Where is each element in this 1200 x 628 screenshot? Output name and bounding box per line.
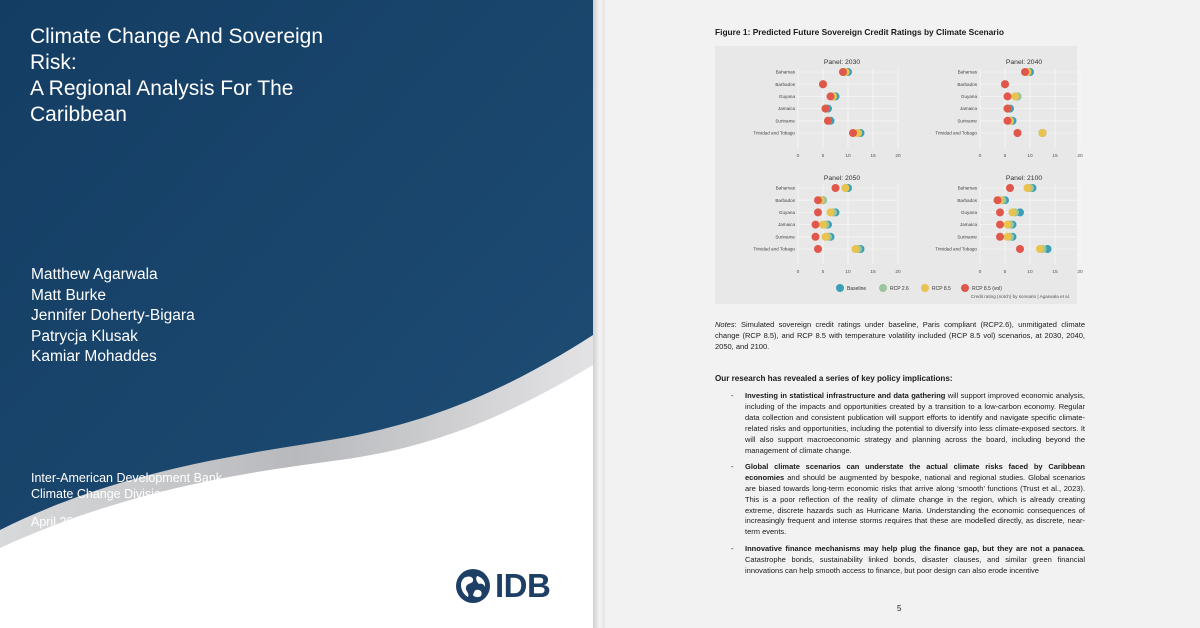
panel-title: Panel: 2100 [1005,175,1043,182]
bullet-bold-text: Innovative finance mechanisms may help plug the finance gap, but they are not a panacea. [745,543,1085,553]
x-tick-label: 0 [796,154,800,159]
panel-title: Panel: 2050 [823,175,861,182]
data-point [814,208,822,216]
legend-marker [921,284,929,292]
data-point [812,221,820,229]
legend-label: RCP 2.6 [890,285,909,292]
data-point [1004,221,1012,229]
y-tick-label: Suriname [957,118,977,124]
y-tick-label: Guyana [960,94,977,99]
y-tick-label: Barbados [775,197,795,203]
x-tick-label: 10 [845,270,851,275]
author-list [31,265,195,368]
y-tick-label: Jamaica [777,222,795,228]
x-tick-label: 20 [1077,154,1083,159]
data-point [1016,245,1024,253]
data-point [814,196,822,204]
y-tick-label: Bahamas [775,69,795,75]
implications-heading: Our research has revealed a series of key policy implications: [715,374,953,383]
y-tick-label: Barbados [957,197,977,203]
data-point [824,117,832,125]
legend-marker [961,284,969,292]
y-tick-label: Suriname [775,234,795,240]
x-tick-label: 5 [821,270,825,275]
cover-title-line: A Regional Analysis For The [30,77,294,100]
x-tick-label: 20 [895,154,901,159]
data-point [996,221,1004,229]
bullet-bold-text: Investing in statistical infrastructure and data gathering [745,391,946,400]
idb-logo [455,568,550,604]
publication-date: April 2024 [31,515,88,529]
x-tick-label: 15 [870,154,876,159]
bullet-text: Catastrophe bonds, sustainability linked bonds, disaster clauses, and similar green financial innovations can help smooth access to finance, but poor design can also erode incentive [745,554,1085,575]
figure-chart [715,46,1083,304]
legend-marker [879,284,887,292]
x-tick-label: 0 [796,270,800,275]
y-tick-label: Barbados [957,81,977,87]
data-point [852,245,860,253]
page-gutter [593,0,605,628]
data-point [842,184,850,192]
y-tick-label: Bahamas [957,185,977,191]
panel-title: Panel: 2040 [1005,59,1043,66]
bullet-text: will support improved economic analysis, including of the impacts and opportunities created by a transition to a low-carbon economy. Regular data collection and consistent publication will support efforts to identify and navigate specific climate-related risks and opportunities, including the potential to diversify into less climate-exposed sectors. It will also support macroeconomic strategy and planning across the board, including beyond the management of climate change. [745,391,1085,455]
x-tick-label: 5 [1003,270,1007,275]
list-item [731,462,1085,538]
data-point [827,92,835,100]
x-tick-label: 10 [1027,154,1033,159]
data-point [1004,92,1012,100]
list-item [731,391,1085,456]
policy-implications-list [731,391,1085,582]
y-tick-label: Guyana [960,210,977,215]
data-point [1021,68,1029,76]
data-point [996,233,1004,241]
y-tick-label: Suriname [957,234,977,240]
organization [31,470,222,502]
y-tick-label: Trinidad and Tobago [753,246,795,252]
data-point [1039,129,1047,137]
bullet-dash: - [731,391,734,400]
data-point [1004,233,1012,241]
bullet-dash: - [731,543,734,553]
legend-label: RCP 8.5 (vol) [972,285,1002,292]
author-name: Patrycja Klusak [31,327,138,345]
x-tick-label: 20 [895,270,901,275]
organization-line: Inter-American Development Bank [31,471,223,485]
x-tick-label: 15 [1052,270,1058,275]
data-point [819,80,827,88]
data-point [1024,184,1032,192]
chart-caption: Credit rating (notch) by scenario | Agarwala et al. [970,294,1070,299]
x-tick-label: 5 [1003,154,1007,159]
legend-marker [836,284,844,292]
legend-label: RCP 8.5 [932,285,951,292]
notes-text: : Simulated sovereign credit ratings under baseline, Paris compliant (RCP2.6), unmitigated climate change (RCP 8.5), and RCP 8.5 with temperature volatility included (RCP 8.5 vol) scenarios, at 2030, 2040, 2050, and 2100. [715,320,1085,351]
y-tick-label: Barbados [775,81,795,87]
data-point [814,245,822,253]
author-name: Matt Burke [31,286,106,304]
y-tick-label: Suriname [775,118,795,124]
data-point [1001,80,1009,88]
x-tick-label: 15 [870,270,876,275]
bullet-dash: - [731,461,734,471]
y-tick-label: Trinidad and Tobago [753,130,795,136]
data-point [994,196,1002,204]
cover-title-line: Climate Change And Sovereign [30,25,324,48]
document-page [605,0,1200,628]
report-cover [0,0,593,628]
legend-label: Baseline [847,285,867,292]
data-point [827,208,835,216]
x-tick-label: 15 [1052,154,1058,159]
figure-title: Figure 1: Predicted Future Sovereign Credit Ratings by Climate Scenario [715,27,1005,37]
figure-notes [715,320,1085,352]
bullet-text: and should be augmented by bespoke, national and regional studies. Global scenarios are biased towards long-term economic risks that arrive along ‘smooth’ functions (Trust et al., 2023). This is a poor reflection of the reality of climate change in the region, which is already creating extreme, discrete hazards such as Hurricane Maria. Understanding the economic consequences of increasingly frequent and intense storms requires that these are modelled directly, as discrete, near-term events. [745,472,1085,537]
x-tick-label: 20 [1077,270,1083,275]
x-tick-label: 10 [845,154,851,159]
cover-title-line: Caribbean [30,103,127,126]
bullet-bold-text: Global climate scenarios can understate the actual climate risks faced by Caribbean economies [745,461,1085,482]
y-tick-label: Trinidad and Tobago [935,130,977,136]
y-tick-label: Bahamas [775,185,795,191]
data-point [1014,129,1022,137]
data-point [1004,105,1012,113]
x-tick-label: 0 [978,270,982,275]
data-point [819,221,827,229]
globe-icon [455,568,491,604]
organization-line: Climate Change Division [31,487,168,501]
logo-wordmark: IDB [495,567,551,604]
data-point [812,233,820,241]
y-tick-label: Jamaica [959,222,977,228]
data-point [1011,92,1019,100]
data-point [1036,245,1044,253]
author-name: Matthew Agarwala [31,266,158,283]
list-item [731,544,1085,577]
panel-title: Panel: 2030 [823,59,861,66]
cover-title-line: Risk: [30,51,77,74]
author-name: Jennifer Doherty-Bigara [31,307,195,324]
cover-title [30,24,430,128]
data-point [996,208,1004,216]
author-name: Kamiar Mohaddes [31,348,157,365]
data-point [839,68,847,76]
data-point [822,233,830,241]
data-point [849,129,857,137]
credit-rating-chart [715,46,1083,304]
notes-lead: Notes [715,320,735,329]
y-tick-label: Jamaica [959,106,977,112]
y-tick-label: Trinidad and Tobago [935,246,977,252]
x-tick-label: 0 [978,154,982,159]
y-tick-label: Guyana [778,210,795,215]
x-tick-label: 5 [821,154,825,159]
data-point [1009,208,1017,216]
data-point [822,105,830,113]
data-point [832,184,840,192]
y-tick-label: Jamaica [777,106,795,112]
data-point [1004,117,1012,125]
page-number: 5 [897,604,902,613]
data-point [1006,184,1014,192]
y-tick-label: Guyana [778,94,795,99]
y-tick-label: Bahamas [957,69,977,75]
x-tick-label: 10 [1027,270,1033,275]
